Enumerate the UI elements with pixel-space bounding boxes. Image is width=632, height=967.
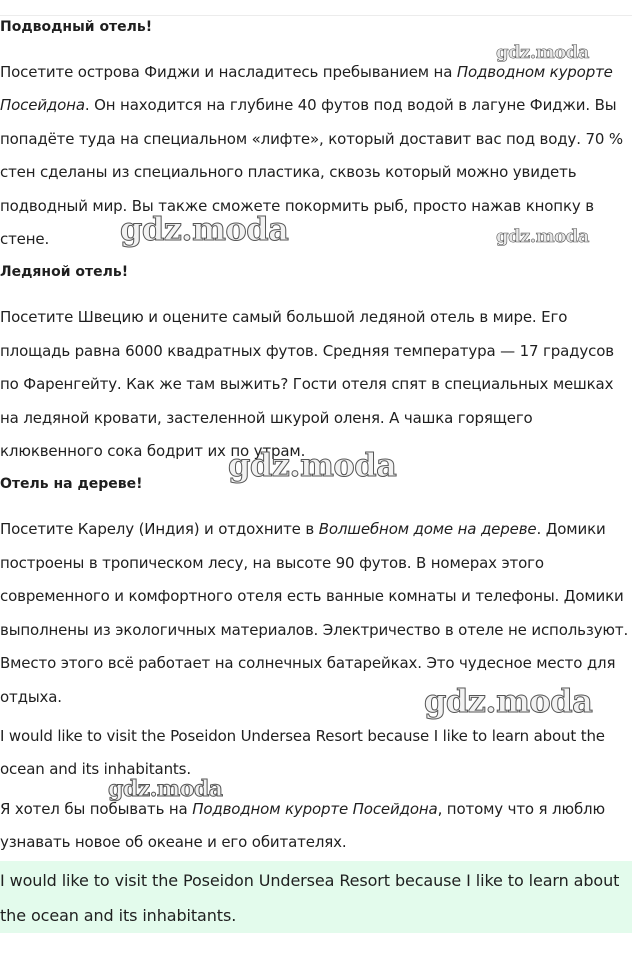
watermark-logo: gdz.moda xyxy=(496,226,589,247)
answer-english: I would like to visit the Poseidon Undersea Resort because I like to learn about the ocean and its inhabitants. xyxy=(0,726,605,779)
highlighted-answer-text: I would like to visit the Poseidon Undersea Resort because I like to learn about the ocean and its inhabitants. xyxy=(0,871,620,925)
watermark-logo: gdz.moda xyxy=(120,210,289,248)
section-title-underwater: Подводный отель! xyxy=(0,19,153,35)
section-text-tree: Посетите Карелу (Индия) и отдохните в Волшебном доме на дереве. Домики построены в тропическом лесу, на высоте 90 футов. В номерах этого современного и комфортного отеля есть ванные комнаты и телефоны. Домики выполнены из экологичных материалов. Электричество в отеле не используют. Вместо этого всё работает на солнечных батарейках. Это чудесное место для отдыха. xyxy=(0,520,629,706)
watermark-logo: gdz.moda xyxy=(496,42,589,63)
watermark-logo: gdz.moda xyxy=(228,446,397,484)
section-title-tree: Отель на дереве! xyxy=(0,476,143,493)
section-title-ice: Ледяной отель! xyxy=(0,264,129,281)
document-body xyxy=(0,14,632,866)
watermark-logo: gdz.moda xyxy=(424,682,593,720)
answer-russian: Я хотел бы побывать на Подводном курорте Посейдона, потому что я люблю узнавать новое об океане и его обитателях. xyxy=(0,799,605,852)
section-text-underwater: Посетите острова Фиджи и насладитесь пребыванием на Подводном курорте Посейдона. Он находится на глубине 40 футов под водой в лагуне Фиджи. Вы попадёте туда на специальном «лифте», который доставит вас под воду. 70 % стен сделаны из специального пластика, сквозь который можно увидеть подводный мир. Вы также сможете покормить рыб, просто нажав кнопку в стене. xyxy=(0,63,623,249)
watermark-logo: gdz.moda xyxy=(108,776,223,802)
highlighted-answer-box xyxy=(0,861,632,933)
section-text-ice: Посетите Швецию и оцените самый большой ледяной отель в мире. Его площадь равна 6000 квадратных футов. Средняя температура — 17 градусов по Фаренгейту. Как же там выжить? Гости отеля спят в специальных мешках на ледяной кровати, застеленной шкурой оленя. А чашка горящего клюквенного сока бодрит их по утрам. xyxy=(0,308,614,461)
